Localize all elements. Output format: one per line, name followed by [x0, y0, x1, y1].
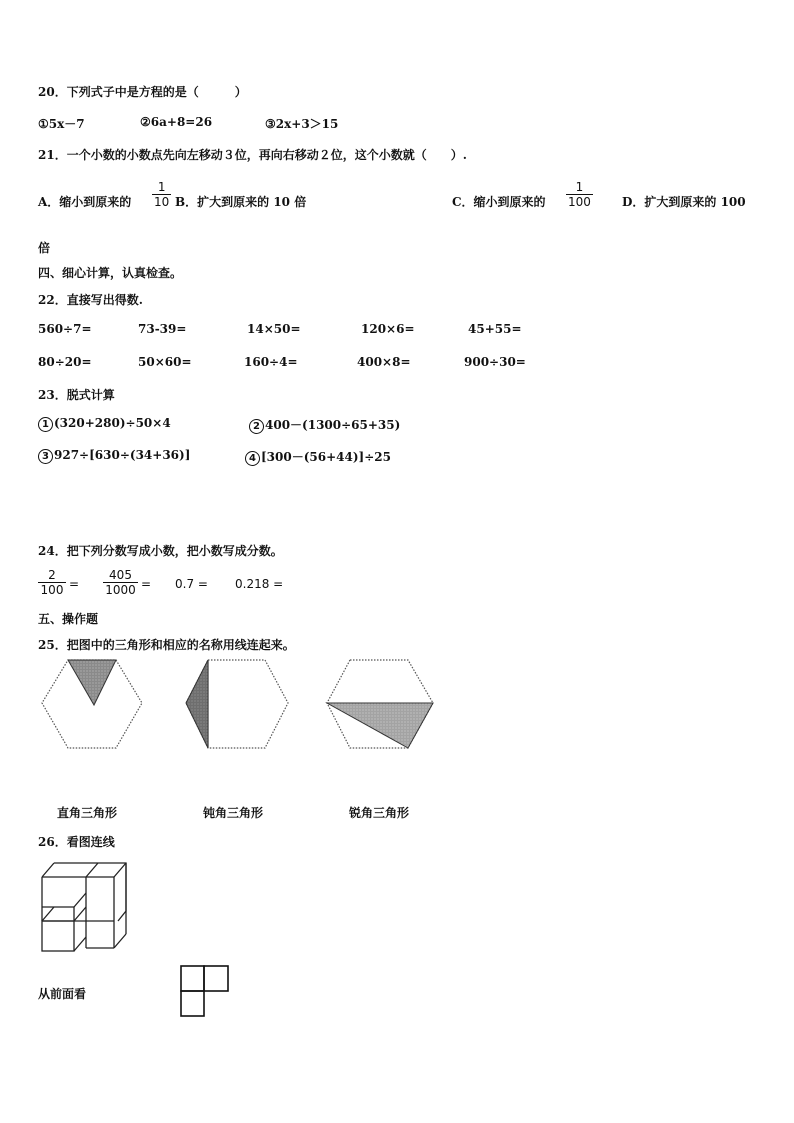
- fraction-numerator: 405: [109, 568, 132, 582]
- q20-option-1: ①5x－7: [38, 117, 85, 131]
- fraction-numerator: 2: [48, 568, 56, 582]
- q21-stem: 21．一个小数的小数点先向左移动３位，再向右移动２位，这个小数就（ ）.: [38, 148, 467, 162]
- q22-item: 14×50=: [247, 322, 301, 336]
- q22-item: 120×6=: [361, 322, 415, 336]
- q23-expression: (320+280)÷50×4: [54, 416, 171, 430]
- fraction-denominator: 100: [568, 195, 591, 209]
- equals-sign: =: [141, 577, 152, 591]
- q22-item: 560÷7=: [38, 322, 92, 336]
- q22-stem: 22．直接写出得数.: [38, 293, 143, 307]
- fraction-numerator: 1: [575, 180, 584, 194]
- fraction-numerator: 1: [157, 180, 166, 194]
- section-5-heading: 五、操作题: [38, 612, 99, 626]
- q26-stem: 26．看图连线: [38, 835, 115, 849]
- circled-number: 3: [38, 449, 53, 464]
- q25-hexagon-figures: [38, 655, 438, 755]
- q23-expression: 927÷[630÷(34+36)]: [54, 448, 191, 462]
- cube-stack-figure: [38, 858, 133, 958]
- label-right-triangle: 直角三角形: [57, 806, 118, 820]
- q23-expression: 400－(1300÷65+35): [265, 418, 401, 432]
- equals-sign: =: [69, 577, 80, 591]
- q23-item-1: [38, 416, 171, 432]
- circled-number: 2: [249, 419, 264, 434]
- q23-expression: [300－(56+44)]÷25: [261, 450, 391, 464]
- q22-item: 73-39=: [138, 322, 187, 336]
- q24-fraction-1: [38, 568, 66, 597]
- q20-option-3: ③2x+3＞15: [265, 117, 339, 131]
- q21-option-c-fraction: [566, 180, 593, 209]
- q23-item-4: [245, 448, 391, 466]
- q24-decimal-2: 0.218 =: [235, 577, 284, 591]
- q22-item: 400×8=: [357, 355, 411, 369]
- q24-fraction-2: [103, 568, 138, 597]
- q23-item-3: [38, 448, 190, 464]
- q21-option-d-continued: 倍: [38, 241, 51, 255]
- label-obtuse-triangle: 钝角三角形: [203, 806, 264, 820]
- hexagon-1: [42, 660, 142, 748]
- q23-stem: 23．脱式计算: [38, 388, 115, 402]
- q22-item: 80÷20=: [38, 355, 92, 369]
- hexagon-3: [327, 660, 433, 748]
- hexagon-2: [186, 660, 288, 748]
- q22-item: 45+55=: [468, 322, 522, 336]
- q25-stem: 25．把图中的三角形和相应的名称用线连起来。: [38, 638, 295, 652]
- q21-option-b: B．扩大到原来的 10 倍: [175, 195, 307, 209]
- q21-option-a-fraction: [152, 180, 171, 209]
- q20-stem: 20．下列式子中是方程的是（ ）: [38, 85, 247, 99]
- q22-item: 50×60=: [138, 355, 192, 369]
- front-view-label: 从前面看: [38, 987, 87, 1001]
- circled-number: 1: [38, 417, 53, 432]
- fraction-denominator: 1000: [103, 582, 138, 597]
- q20-option-2: ②6a+8=26: [140, 115, 213, 129]
- q22-item: 160÷4=: [244, 355, 298, 369]
- q24-stem: 24．把下列分数写成小数，把小数写成分数。: [38, 544, 283, 558]
- q21-option-d: D．扩大到原来的 100: [622, 195, 746, 209]
- q24-decimal-1: 0.7 =: [175, 577, 208, 591]
- fraction-denominator: 100: [38, 582, 66, 597]
- front-view-grid: [178, 963, 232, 1021]
- q23-item-2: [249, 416, 400, 434]
- q22-item: 900÷30=: [464, 355, 526, 369]
- label-acute-triangle: 锐角三角形: [349, 806, 410, 820]
- section-4-heading: 四、细心计算，认真检查。: [38, 266, 183, 280]
- circled-number: 4: [245, 451, 260, 466]
- q21-option-c-text: C．缩小到原来的: [452, 195, 546, 209]
- q21-option-a-text: A．缩小到原来的: [38, 195, 132, 209]
- fraction-denominator: 10: [154, 195, 170, 209]
